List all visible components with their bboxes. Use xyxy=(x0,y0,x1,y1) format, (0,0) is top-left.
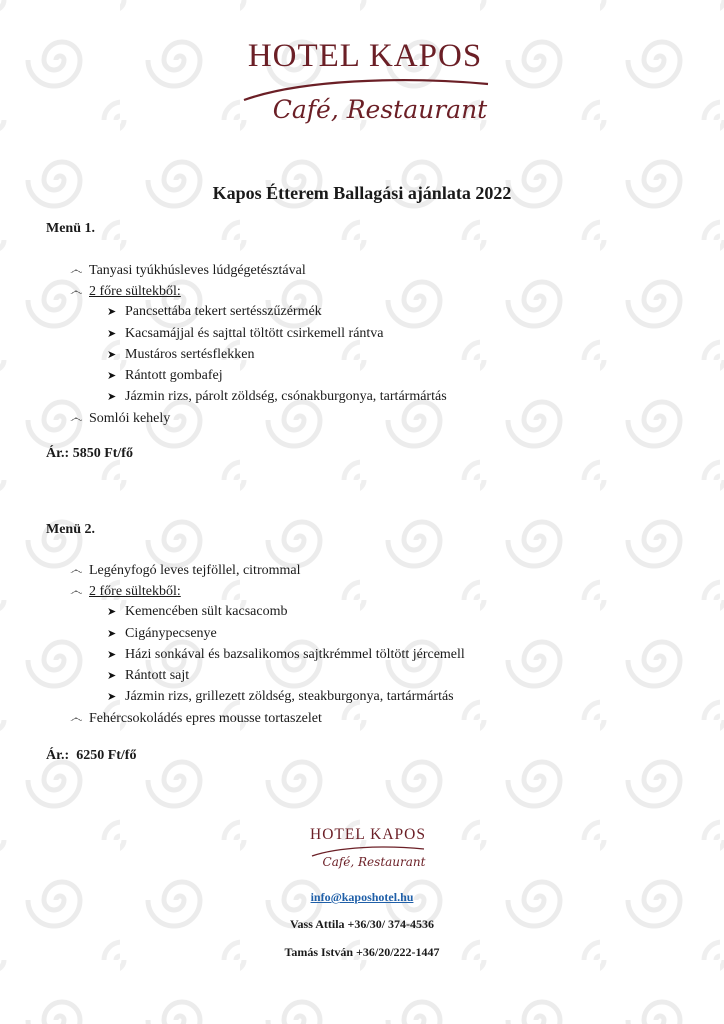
list-item: ➤ Kemencében sült kacsacomb xyxy=(70,601,465,622)
menu-1-list xyxy=(70,259,447,429)
arrow-bullet-icon: ➤ xyxy=(107,606,117,619)
hotel-kapos-logo-small xyxy=(306,822,430,872)
menu-2-title: Menü 2. xyxy=(46,522,95,537)
svg-text:HOTEL KAPOS: HOTEL KAPOS xyxy=(310,826,426,843)
swirl-bullet-icon: ෴ xyxy=(70,283,83,299)
list-item: ➤ Jázmin rizs, grillezett zöldség, steakburgonya, tartármártás xyxy=(70,686,465,707)
list-item: ෴ 2 főre sültekből: xyxy=(70,580,465,601)
menu-1-price: Ár.: 5850 Ft/fő xyxy=(46,446,133,461)
list-item: ෴ Fehércsokoládés epres mousse tortaszelet xyxy=(70,707,465,728)
arrow-bullet-icon: ➤ xyxy=(107,648,117,661)
arrow-bullet-icon: ➤ xyxy=(107,348,117,361)
list-item: ➤ Jázmin rizs, párolt zöldség, csónakburgonya, tartármártás xyxy=(70,386,447,407)
arrow-bullet-icon: ➤ xyxy=(107,306,117,319)
svg-text:HOTEL KAPOS: HOTEL KAPOS xyxy=(247,38,483,74)
hotel-kapos-logo xyxy=(230,34,500,130)
swirl-bullet-icon: ෴ xyxy=(70,410,83,426)
list-item: ➤ Rántott gombafej xyxy=(70,365,447,386)
arrow-bullet-icon: ➤ xyxy=(107,391,117,404)
list-item: ➤ Pancsettába tekert sertésszűzérmék xyxy=(70,301,447,322)
list-item: ෴ 2 főre sültekből: xyxy=(70,280,447,301)
swirl-bullet-icon: ෴ xyxy=(70,710,83,726)
list-item: ➤ Kacsamájjal és sajttal töltött csirkemell rántva xyxy=(70,323,447,344)
list-item: ➤ Cigánypecsenye xyxy=(70,623,465,644)
list-item: ෴ Tanyasi tyúkhúsleves lúdgégetésztával xyxy=(70,259,447,280)
svg-text:Café, Restaurant: Café, Restaurant xyxy=(322,855,426,869)
swirl-bullet-icon: ෴ xyxy=(70,583,83,599)
menu-2-list xyxy=(70,559,465,729)
list-item: ෴ Legényfogó leves tejföllel, citrommal xyxy=(70,559,465,580)
menu-1-title: Menü 1. xyxy=(46,221,95,236)
list-item: ➤ Mustáros sertésflekken xyxy=(70,344,447,365)
contact-phone-2: Tamás István +36/20/222-1447 xyxy=(284,945,440,959)
arrow-bullet-icon: ➤ xyxy=(107,369,117,382)
list-item: ➤ Rántott sajt xyxy=(70,665,465,686)
page-title: Kapos Étterem Ballagási ajánlata 2022 xyxy=(212,183,512,203)
arrow-bullet-icon: ➤ xyxy=(107,669,117,682)
arrow-bullet-icon: ➤ xyxy=(107,327,117,340)
list-item: ➤ Házi sonkával és bazsalikomos sajtkrémmel töltött jércemell xyxy=(70,644,465,665)
email-link[interactable]: info@kaposhotel.hu xyxy=(310,890,414,904)
svg-text:Café, Restaurant: Café, Restaurant xyxy=(272,95,488,124)
swirl-bullet-icon: ෴ xyxy=(70,562,83,577)
contact-phone-1: Vass Attila +36/30/ 374-4536 xyxy=(289,917,435,931)
list-item: ෴ Somlói kehely xyxy=(70,407,447,428)
contact-email xyxy=(0,890,724,905)
arrow-bullet-icon: ➤ xyxy=(107,627,117,640)
swirl-bullet-icon: ෴ xyxy=(70,262,83,277)
arrow-bullet-icon: ➤ xyxy=(107,691,117,704)
menu-2-price: Ár.: 6250 Ft/fő xyxy=(46,748,137,763)
